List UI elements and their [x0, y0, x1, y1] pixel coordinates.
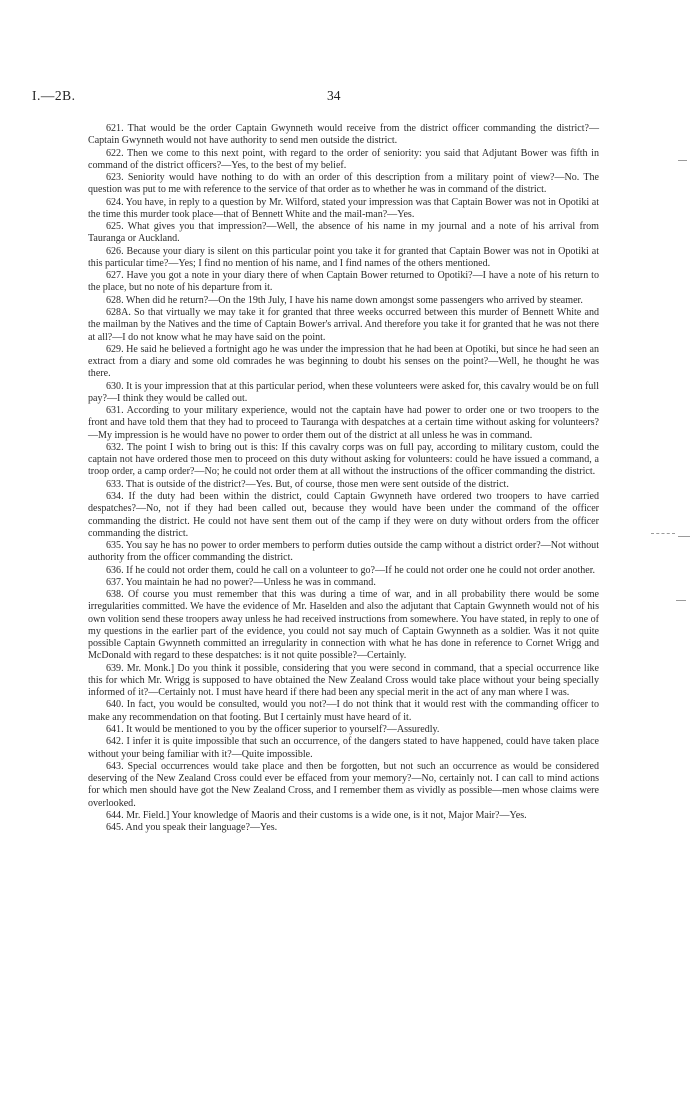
evidence-paragraph: 627. Have you got a note in your diary there of when Captain Bower returned to Opotiki?—I have a note of his return to the place, but no note of his departure from it.: [88, 270, 599, 294]
evidence-text: [88, 123, 599, 834]
evidence-paragraph: 638. Of course you must remember that this was during a time of war, and in all probability there would be some irregularities committed. We have the evidence of Mr. Haselden and also the adjutant that Captain Gwynneth would not of his own volition send these troopers away unless he had received instructions from somewhere. You have stated, in reply to one of my questions in the earlier part of the evidence, you could not say much of Captain Gwynneth as a soldier. Was it not quite possible Captain Gwynneth committed an irregularity in connection with what he has done in reference to Cornet Wrigg and McDonald with regard to these despatches: is it not quite possible?—Certainly.: [88, 589, 599, 662]
evidence-paragraph: 631. According to your military experience, would not the captain have had power to order one or two troopers to the front and have told them that they had to proceed to Tauranga with despatches at a certain time without asking for volunteers?—My impression is he would have no power to order them out of the district at all unless he was in command.: [88, 405, 599, 441]
evidence-paragraph: 630. It is your impression that at this particular period, when these volunteers were asked for, this cavalry would be on full pay?—I think they would be called out.: [88, 380, 599, 404]
evidence-paragraph: 643. Special occurrences would take place and then be forgotten, but not such an occurrence as would be considered deserving of the New Zealand Cross could ever be effaced from your memory?—No, certainly not. I can call to mind actions for which men should have got the New Zealand Cross, and I remember them as vividly as possible—men whose claims were overlooked.: [88, 760, 599, 809]
evidence-paragraph: 622. Then we come to this next point, with regard to the order of seniority: you said that Adjutant Bower was fifth in command of the district officers?—Yes, to the best of my belief.: [88, 147, 599, 171]
evidence-paragraph: 633. That is outside of the district?—Yes. But, of course, those men were sent outside of the district.: [106, 478, 509, 490]
evidence-paragraph: 636. If he could not order them, could he call on a volunteer to go?—If he could not order one he could not order another.: [106, 564, 596, 576]
evidence-paragraph: 641. It would be mentioned to you by the officer superior to yourself?—Assuredly.: [106, 724, 440, 736]
evidence-paragraph: 623. Seniority would have nothing to do with an order of this description from a military point of view?—No. The question was put to me with reference to the service of that order as to whether he was in command of the district.: [88, 172, 599, 196]
page-number: 34: [327, 88, 341, 103]
evidence-paragraph: 639. Mr. Monk.] Do you think it possible, considering that you were second in command, that a special occurrence like this for which Mr. Wrigg is supposed to have obtained the New Zealand Cross would take place without your being specially informed of it?—Certainly not. I must have heard if there had been any special merit in the act of any man where I was.: [88, 662, 599, 699]
evidence-paragraph: 628. When did he return?—On the 19th July, I have his name down amongst some passengers who arrived by steamer.: [106, 294, 583, 306]
evidence-paragraph: 644. Mr. Field.] Your knowledge of Maoris and their customs is a wide one, is it not, Major Mair?—Yes.: [106, 809, 527, 821]
evidence-paragraph: 635. You say he has no power to order members to perform duties outside the camp without a district order?—Not without authority from the officer commanding the district.: [88, 540, 599, 564]
evidence-paragraph: 628A. So that virtually we may take it for granted that three weeks occurred between this murder of Bennett White and the mailman by the Natives and the time of Captain Bower's arrival. And therefore you take it for granted that he was not there at all?—I do not know what he may have said on the point.: [88, 306, 599, 343]
evidence-paragraph: 625. What gives you that impression?—Well, the absence of his name in my journal and a note of his arrival from Tauranga or Auckland.: [88, 221, 599, 245]
evidence-paragraph: 629. He said he believed a fortnight ago he was under the impression that he had been at Opotiki, but since he had seen an extract from a diary and some old comrades he was beginning to doubt his senses on the point?—Well, he thought he was there.: [88, 343, 599, 380]
evidence-paragraph: 634. If the duty had been within the district, could Captain Gwynneth have ordered two troopers to have carried despatches?—No, not if they had been called out, because they would have been under the command of the officer commanding the district. He could not have sent them out of the camp if they were on duty without orders from the officer commanding the district.: [88, 490, 599, 539]
evidence-paragraph: 645. And you speak their language?—Yes.: [106, 822, 278, 834]
evidence-paragraph: 637. You maintain he had no power?—Unless he was in command.: [106, 576, 376, 588]
margin-mark: [678, 536, 690, 537]
evidence-paragraph: 626. Because your diary is silent on this particular point you take it for granted that Captain Bower was not in Opotiki at this particular time?—Yes; I find no mention of his name, and I find names of the others mentioned.: [88, 245, 599, 269]
evidence-paragraph: 642. I infer it is quite impossible that such an occurrence, of the dangers stated to have happened, could have taken place without your being familiar with it?—Quite impossible.: [88, 736, 599, 760]
margin-mark: [676, 600, 686, 601]
evidence-paragraph: 621. That would be the order Captain Gwynneth would receive from the district officer commanding the district?—Captain Gwynneth would not have authority to send men outside the district.: [88, 123, 599, 147]
margin-mark: [678, 160, 687, 161]
margin-mark: [651, 533, 675, 534]
evidence-paragraph: 624. You have, in reply to a question by Mr. Wilford, stated your impression was that Captain Bower was not in Opotiki at the time this murder took place—that of Bennett White and the mail-man?—Yes.: [88, 196, 599, 220]
evidence-paragraph: 632. The point I wish to bring out is this: If this cavalry corps was on full pay, according to military custom, could the captain not have ordered those men to proceed on this duty without asking for volunteers: could he have issued a command, a troop order, a camp order?—No; he could not order them at all without the instructions of the officer commanding the district.: [88, 441, 599, 478]
evidence-paragraph: 640. In fact, you would be consulted, would you not?—I do not think that it would rest with the commanding officer to make any recommendation on that footing. But I certainly must have heard of it.: [88, 699, 599, 723]
parliamentary-paper-reference: I.—2B.: [32, 88, 76, 103]
